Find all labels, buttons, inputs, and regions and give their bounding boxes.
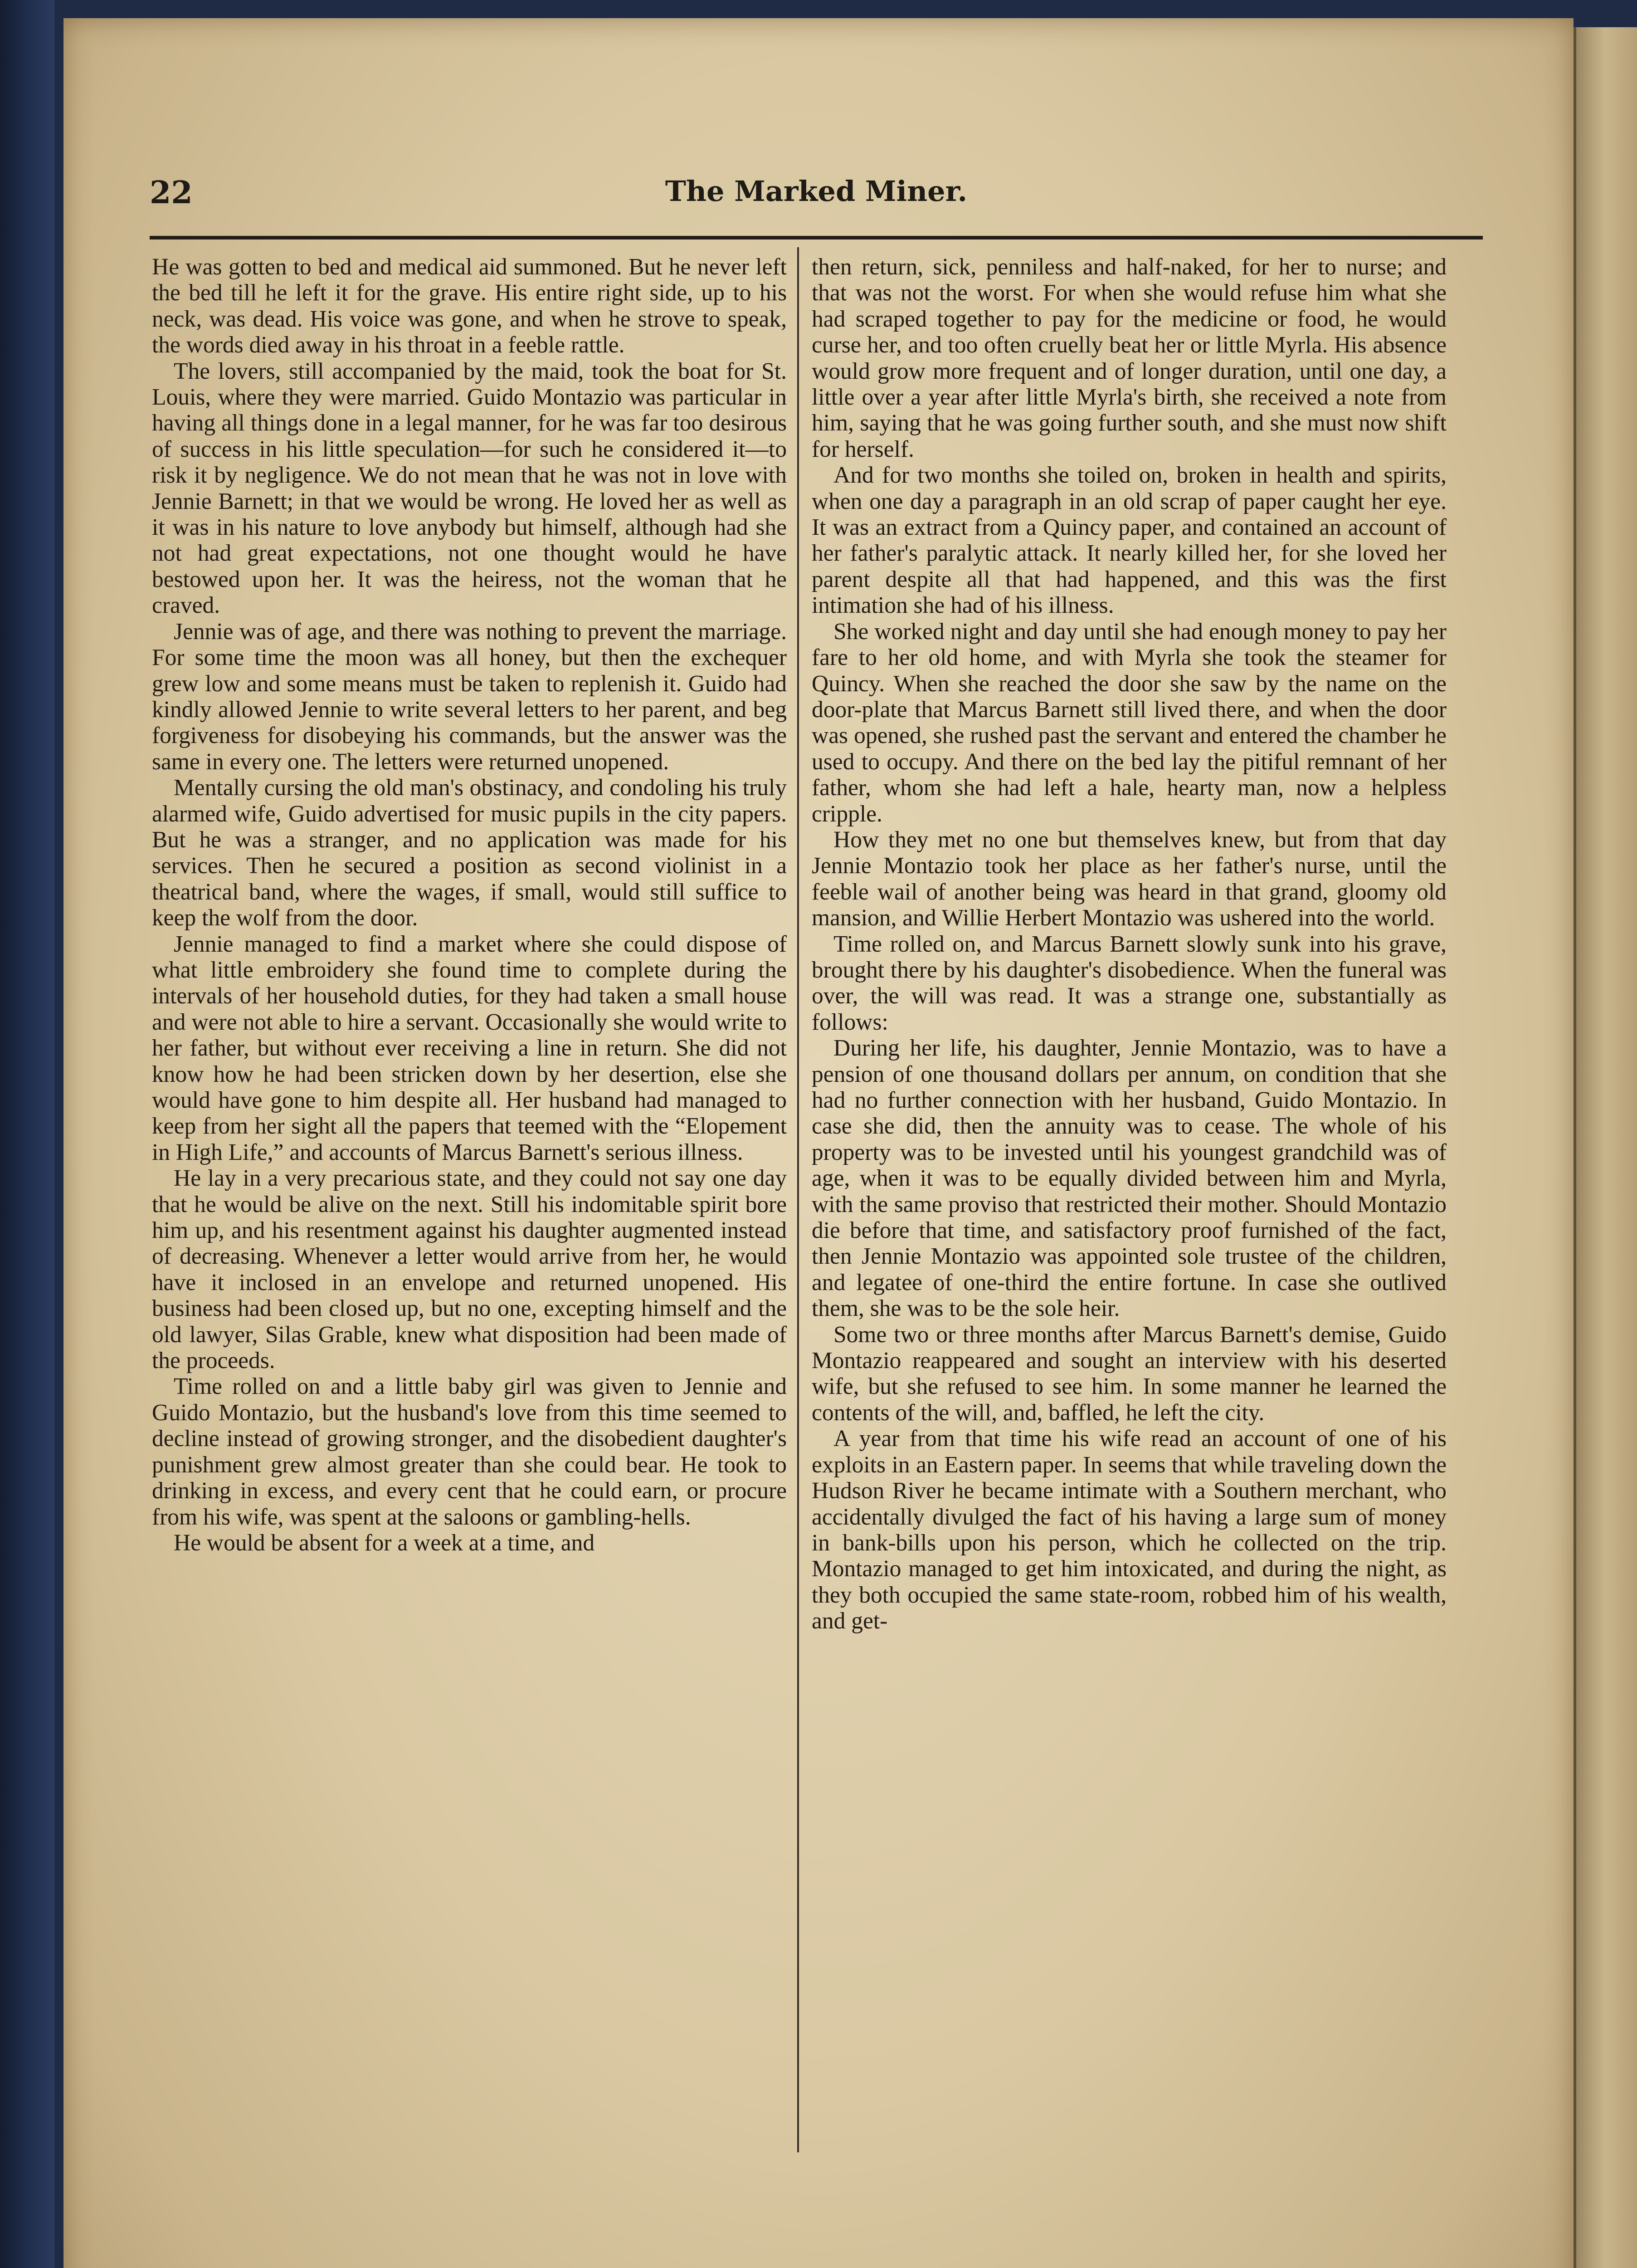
left-column xyxy=(152,254,787,1556)
paragraph: Jennie was of age, and there was nothing to prevent the marriage. For some time the moon was all honey, but then the exchequer grew low and some means must be taken to replenish it. Guido had kindly allowed Jennie to write several letters to her parent, and beg forgiveness for disobeying his commands, but the answer was the same in every one. The letters were returned unopened. xyxy=(152,618,787,775)
page-header xyxy=(150,175,1483,225)
right-column xyxy=(812,254,1447,1634)
paragraph: How they met no one but themselves knew, but from that day Jennie Montazio took her place as her father's nurse, until the feeble wail of another being was heard in that grand, gloomy old mansion, and Willie Herbert Montazio was ushered into the world. xyxy=(812,826,1447,931)
paragraph: During her life, his daughter, Jennie Montazio, was to have a pension of one thousand dollars per annum, on condition that she had no further connection with her husband, Guido Montazio. In case she did, then the annuity was to cease. The whole of his property was to be invested until his youngest grandchild was of age, when it was to be equally divided between him and Myrla, with the same proviso that restricted their mother. Should Montazio die before that time, and satisfactory proof furnished of the fact, then Jennie Montazio was appointed sole trustee of the children, and legatee of one-third the entire fortune. In case she outlived them, she was to be the sole heir. xyxy=(812,1035,1447,1322)
page-number: 22 xyxy=(150,175,193,211)
paragraph: Some two or three months after Marcus Barnett's demise, Guido Montazio reappeared and sought an interview with his deserted wife, but she refused to see him. In some manner he learned the contents of the will, and, baffled, he left the city. xyxy=(812,1321,1447,1426)
paragraph: He was gotten to bed and medical aid summoned. But he never left the bed till he left it for the grave. His entire right side, up to his neck, was dead. His voice was gone, and when he strove to speak, the words died away in his throat in a feeble rattle. xyxy=(152,254,787,358)
running-title: The Marked Miner. xyxy=(665,175,968,208)
paragraph: Time rolled on, and Marcus Barnett slowly sunk into his grave, brought there by his daughter's disobedience. When the funeral was over, the will was read. It was a strange one, substantially as follows: xyxy=(812,931,1447,1035)
paragraph: He lay in a very precarious state, and they could not say one day that he would be alive on the next. Still his indomitable spirit bore him up, and his resentment against his daughter augmented instead of decreasing. Whenever a letter would arrive from her, he would have it inclosed in an envelope and returned unopened. His business had been closed up, but no one, excepting himself and the old lawyer, Silas Grable, knew what disposition had been made of the proceeds. xyxy=(152,1165,787,1374)
paragraph: A year from that time his wife read an account of one of his exploits in an Eastern paper. In seems that while traveling down the Hudson River he became intimate with a Southern merchant, who accidentally divulged the fact of his having a large sum of money in bank-bills upon his person, which he collected on the trip. Montazio managed to get him intoxicated, and during the night, as they both occupied the same state-room, robbed him of his wealth, and get- xyxy=(812,1426,1447,1634)
paragraph: The lovers, still accompanied by the maid, took the boat for St. Louis, where they were married. Guido Montazio was particular in having all things done in a legal manner, for he was far too desirous of success in his little speculation—for such he considered it—to risk it by negligence. We do not mean that he was not in love with Jennie Barnett; in that we would be wrong. He loved her as well as it was in his nature to love anybody but himself, although had she not had great expectations, not one thought would he have bestowed upon her. It was the heiress, not the woman that he craved. xyxy=(152,358,787,619)
paragraph: She worked night and day until she had enough money to pay her fare to her old home, and with Myrla she took the steamer for Quincy. When she reached the door she saw by the name on the door-plate that Marcus Barnett still lived there, and when the door was opened, she rushed past the servant and entered the chamber he used to occupy. And there on the bed lay the pitiful remnant of her father, whom she had left a hale, hearty man, now a helpless cripple. xyxy=(812,618,1447,827)
book-binding xyxy=(0,0,54,2268)
paragraph: Mentally cursing the old man's obstinacy, and condoling his truly alarmed wife, Guido advertised for music pupils in the city papers. But he was a stranger, and no application was made for his services. Then he secured a position as second violinist in a theatrical band, where the wages, if small, would still suffice to keep the wolf from the door. xyxy=(152,775,787,931)
paragraph: Jennie managed to find a market where she could dispose of what little embroidery she found time to complete during the intervals of her household duties, for they had taken a small house and were not able to hire a servant. Occasionally she would write to her father, but without ever receiving a line in return. She did not know how he had been stricken down by her desertion, else she would have gone to him despite all. Her husband had managed to keep from her sight all the papers that teemed with the “Elopement in High Life,” and accounts of Marcus Barnett's serious illness. xyxy=(152,931,787,1165)
paragraph: And for two months she toiled on, broken in health and spirits, when one day a paragraph in an old scrap of paper caught her eye. It was an extract from a Quincy paper, and contained an account of her father's paralytic attack. It nearly killed her, for she loved her parent despite all that had happened, and this was the first intimation she had of his illness. xyxy=(812,462,1447,619)
paragraph: Time rolled on and a little baby girl was given to Jennie and Guido Montazio, but the husband's love from this time seemed to decline instead of growing stronger, and the disobedient daughter's punishment grew almost greater than she could bear. He took to drinking in excess, and every cent that he could earn, or procure from his wife, was spent at the saloons or gambling-hells. xyxy=(152,1374,787,1530)
column-divider xyxy=(797,247,799,2152)
paragraph: then return, sick, penniless and half-naked, for her to nurse; and that was not the worst. For when she would refuse him what she had scraped together to pay for the medicine or food, he would curse her, and too often cruelly beat her or little Myrla. His absence would grow more frequent and of longer duration, until one day, a little over a year after little Myrla's birth, she received a note from him, saying that he was going further south, and she must now shift for herself. xyxy=(812,254,1447,462)
next-page-edge xyxy=(1574,27,1637,2268)
header-rule xyxy=(150,236,1483,240)
paragraph: He would be absent for a week at a time, and xyxy=(174,1530,595,1556)
